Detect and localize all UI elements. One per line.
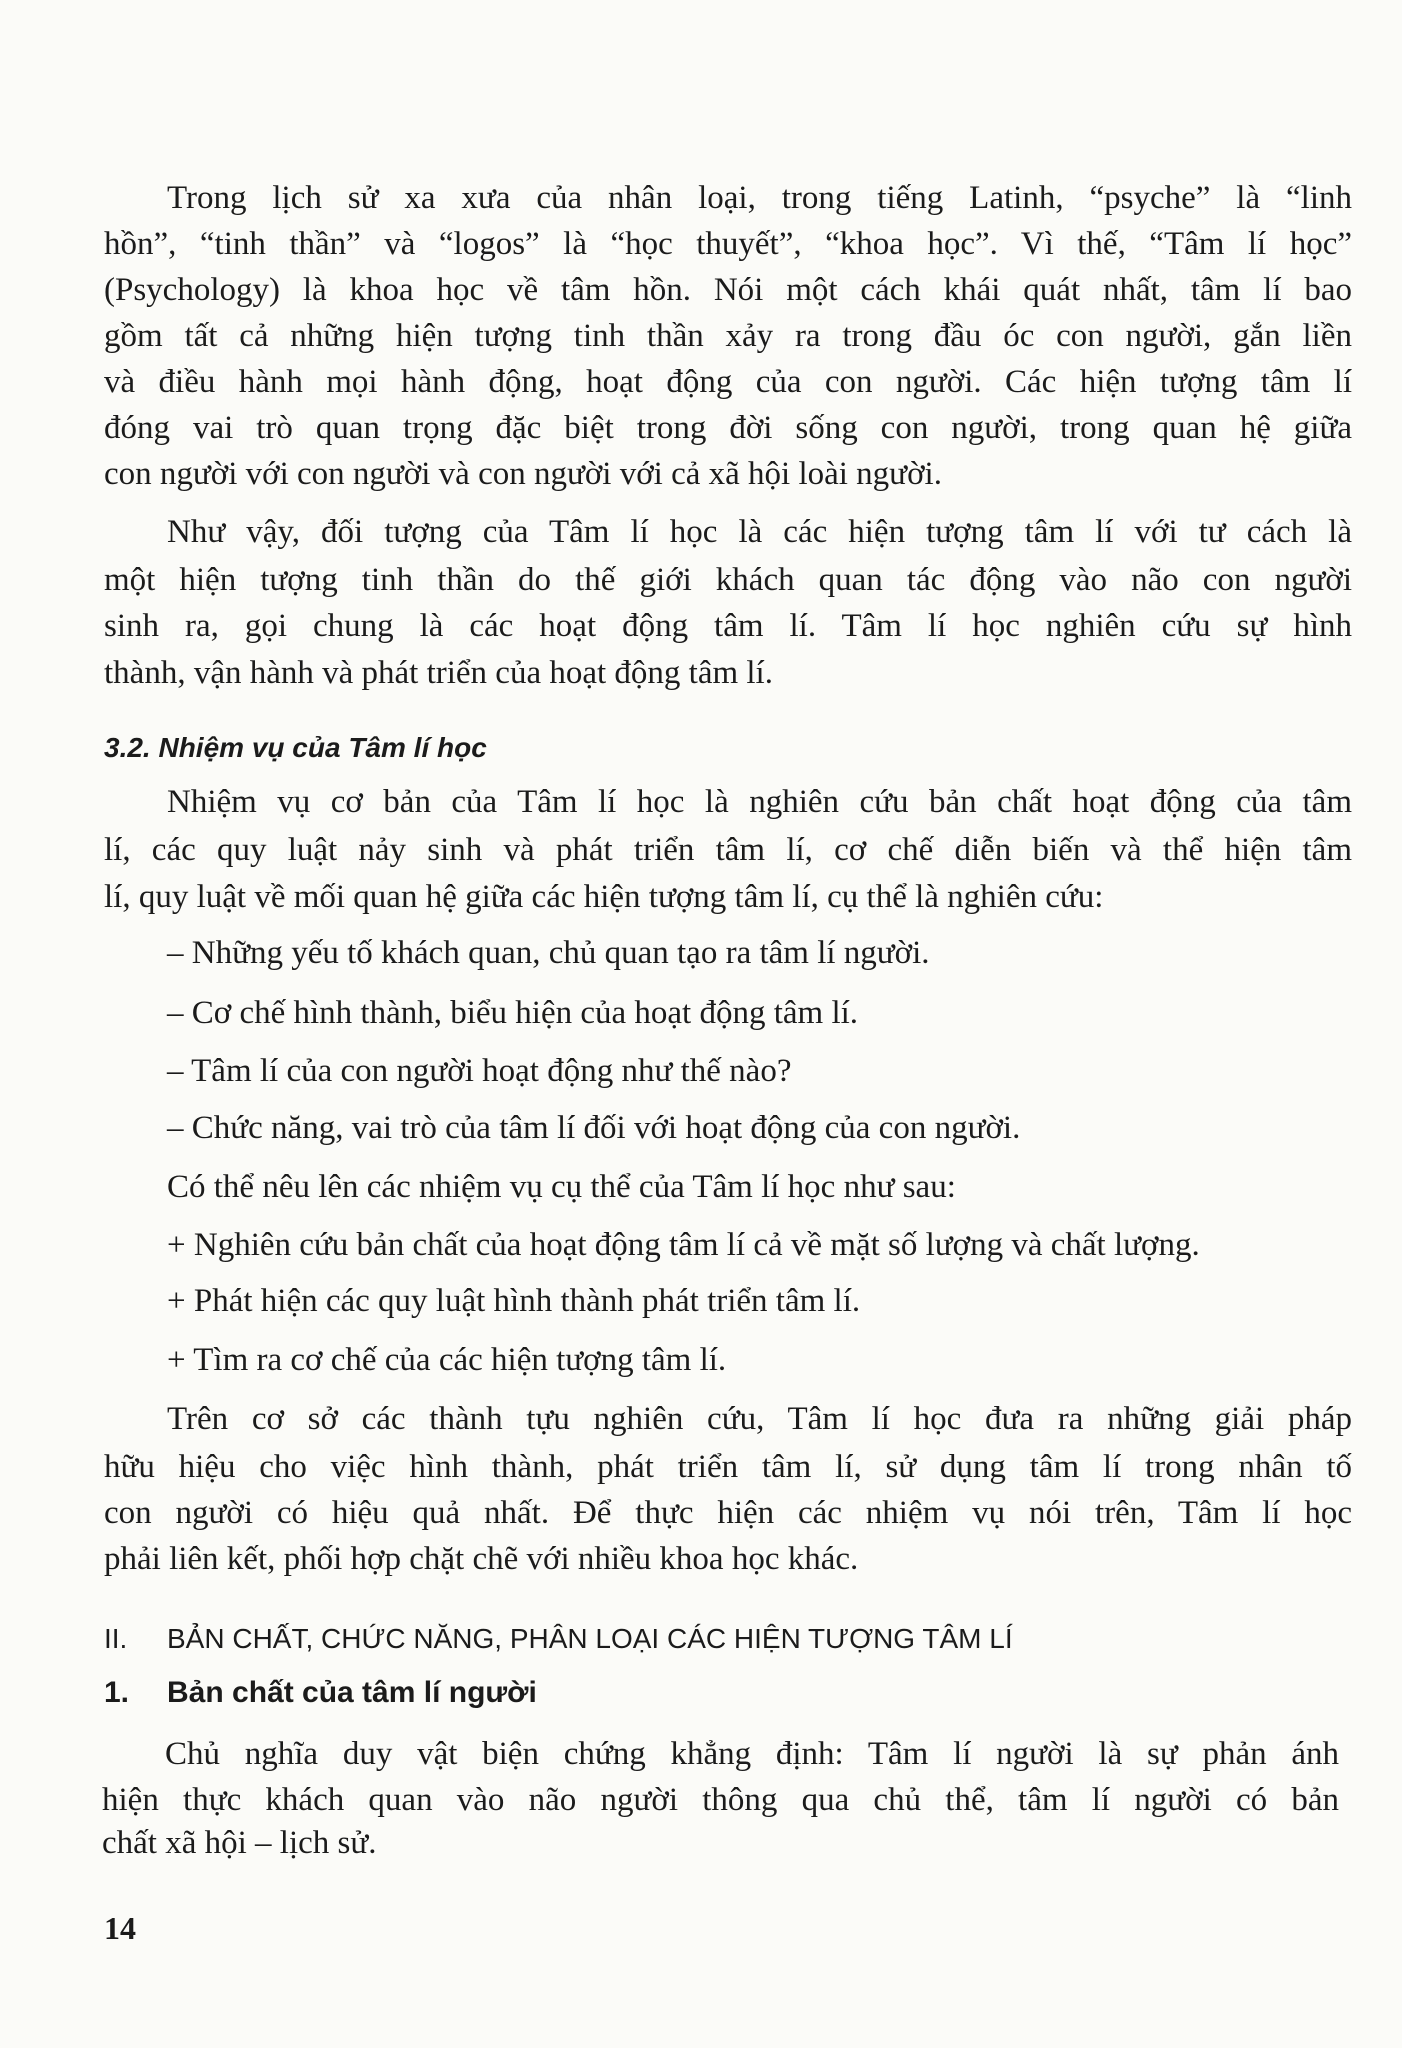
text-line: (Psychology) là khoa học về tâm hồn. Nói một cách khái quát nhất, tâm lí bao bbox=[104, 272, 1352, 308]
text-line: hiện thực khách quan vào não người thông qua chủ thể, tâm lí người có bản bbox=[102, 1782, 1339, 1818]
text-line: chất xã hội – lịch sử. bbox=[102, 1825, 377, 1861]
subsection-heading: 3.2. Nhiệm vụ của Tâm lí học bbox=[104, 732, 487, 763]
section-title: BẢN CHẤT, CHỨC NĂNG, PHÂN LOẠI CÁC HIỆN TƯỢNG TÂM LÍ bbox=[167, 1623, 1013, 1654]
text-line: lí, các quy luật nảy sinh và phát triển tâm lí, cơ chế diễn biến và thể hiện tâm bbox=[104, 832, 1352, 868]
text-line: con người có hiệu quả nhất. Để thực hiện các nhiệm vụ nói trên, Tâm lí học bbox=[104, 1495, 1352, 1531]
list-item: + Phát hiện các quy luật hình thành phát triển tâm lí. bbox=[167, 1283, 861, 1319]
text-line: và điều hành mọi hành động, hoạt động của con người. Các hiện tượng tâm lí bbox=[104, 364, 1352, 400]
text-line: hồn”, “tinh thần” và “logos” là “học thuyết”, “khoa học”. Vì thế, “Tâm lí học” bbox=[104, 226, 1352, 262]
subsection-heading-1 bbox=[104, 1673, 537, 1713]
list-item: – Những yếu tố khách quan, chủ quan tạo ra tâm lí người. bbox=[167, 935, 930, 971]
subsection-title: Bản chất của tâm lí người bbox=[167, 1676, 537, 1709]
list-item: – Cơ chế hình thành, biểu hiện của hoạt động tâm lí. bbox=[167, 995, 859, 1031]
text-line: Như vậy, đối tượng của Tâm lí học là các hiện tượng tâm lí với tư cách là bbox=[167, 514, 1352, 550]
text-line: lí, quy luật về mối quan hệ giữa các hiện tượng tâm lí, cụ thể là nghiên cứu: bbox=[104, 879, 1104, 915]
text-line: sinh ra, gọi chung là các hoạt động tâm lí. Tâm lí học nghiên cứu sự hình bbox=[104, 608, 1352, 644]
text-line: một hiện tượng tinh thần do thế giới khách quan tác động vào não con người bbox=[104, 562, 1352, 598]
page-number: 14 bbox=[104, 1910, 136, 1946]
section-number: II. bbox=[104, 1623, 128, 1654]
text-line: phải liên kết, phối hợp chặt chẽ với nhiều khoa học khác. bbox=[104, 1541, 859, 1577]
subsection-number: 1. bbox=[104, 1676, 130, 1709]
text-line: gồm tất cả những hiện tượng tinh thần xảy ra trong đầu óc con người, gắn liền bbox=[104, 318, 1352, 354]
text-line: đóng vai trò quan trọng đặc biệt trong đời sống con người, trong quan hệ giữa bbox=[104, 410, 1352, 446]
section-heading bbox=[104, 1619, 1013, 1659]
text-line: con người với con người và con người với cả xã hội loài người. bbox=[104, 456, 942, 492]
text-line: Trong lịch sử xa xưa của nhân loại, trong tiếng Latinh, “psyche” là “linh bbox=[167, 180, 1352, 216]
list-item: – Chức năng, vai trò của tâm lí đối với hoạt động của con người. bbox=[167, 1110, 1021, 1146]
list-item: + Nghiên cứu bản chất của hoạt động tâm lí cả về mặt số lượng và chất lượng. bbox=[167, 1227, 1200, 1263]
list-item: – Tâm lí của con người hoạt động như thế nào? bbox=[167, 1053, 792, 1089]
list-item: + Tìm ra cơ chế của các hiện tượng tâm lí. bbox=[167, 1342, 727, 1378]
text-line: Chủ nghĩa duy vật biện chứng khẳng định: Tâm lí người là sự phản ánh bbox=[165, 1736, 1339, 1772]
tasks-intro: Có thể nêu lên các nhiệm vụ cụ thể của Tâm lí học như sau: bbox=[167, 1169, 956, 1205]
text-line: hữu hiệu cho việc hình thành, phát triển tâm lí, sử dụng tâm lí trong nhân tố bbox=[104, 1449, 1352, 1485]
text-line: Nhiệm vụ cơ bản của Tâm lí học là nghiên cứu bản chất hoạt động của tâm bbox=[167, 784, 1352, 820]
text-line: Trên cơ sở các thành tựu nghiên cứu, Tâm lí học đưa ra những giải pháp bbox=[167, 1401, 1352, 1437]
text-line: thành, vận hành và phát triển của hoạt động tâm lí. bbox=[104, 655, 773, 691]
